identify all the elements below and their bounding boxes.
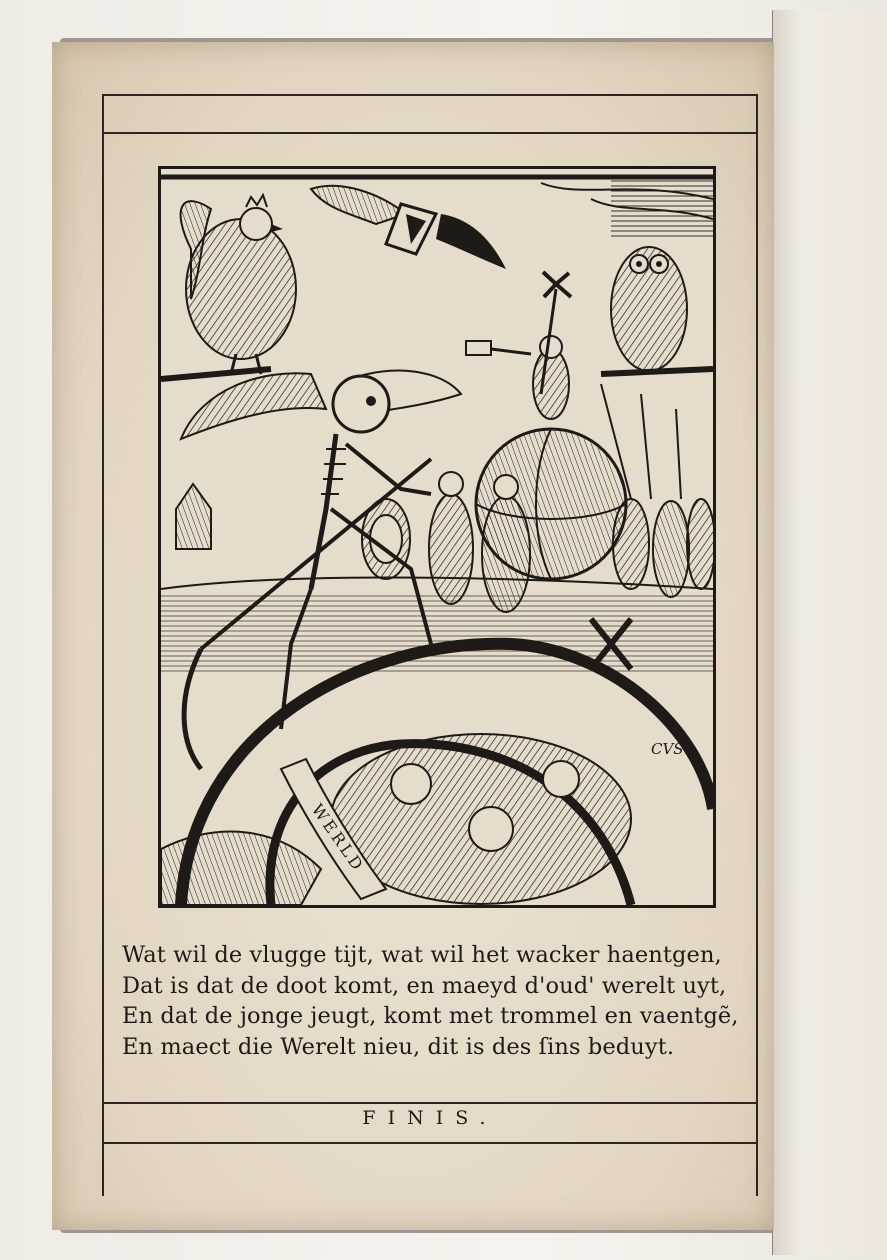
woodcut-drawing (161, 169, 713, 905)
bottom-rule-inner (102, 1102, 756, 1104)
verse-block (122, 940, 762, 1062)
distant-church (176, 484, 211, 549)
verse-line: Dat is dat de doot komt, en maeyd d'oud' werelt uyt, (122, 972, 727, 999)
rooster-figure (161, 195, 296, 379)
owl-figure (601, 247, 713, 374)
werld-banner-text: WERLD (307, 800, 369, 876)
artist-monogram: CVS (651, 740, 684, 758)
top-rule-outer (102, 94, 756, 96)
winged-hourglass (311, 186, 506, 269)
bottom-rule-outer (102, 1142, 756, 1144)
verse-line: En dat de jonge jeugt, komt met trommel en vaentgẽ, (122, 1003, 739, 1029)
book-page (52, 42, 774, 1230)
verse-line: Wat wil de vlugge tijt, wat wil het wacker haentgen, (122, 942, 722, 968)
top-rule-inner (102, 132, 756, 134)
skeleton-death (181, 371, 461, 769)
verse-line: En maect die Werelt nieu, dit is des ſins beduyt. (122, 1033, 675, 1060)
facing-page (772, 10, 887, 1255)
finis-colophon: FINIS. (362, 1107, 498, 1129)
woodcut-illustration (158, 166, 716, 908)
